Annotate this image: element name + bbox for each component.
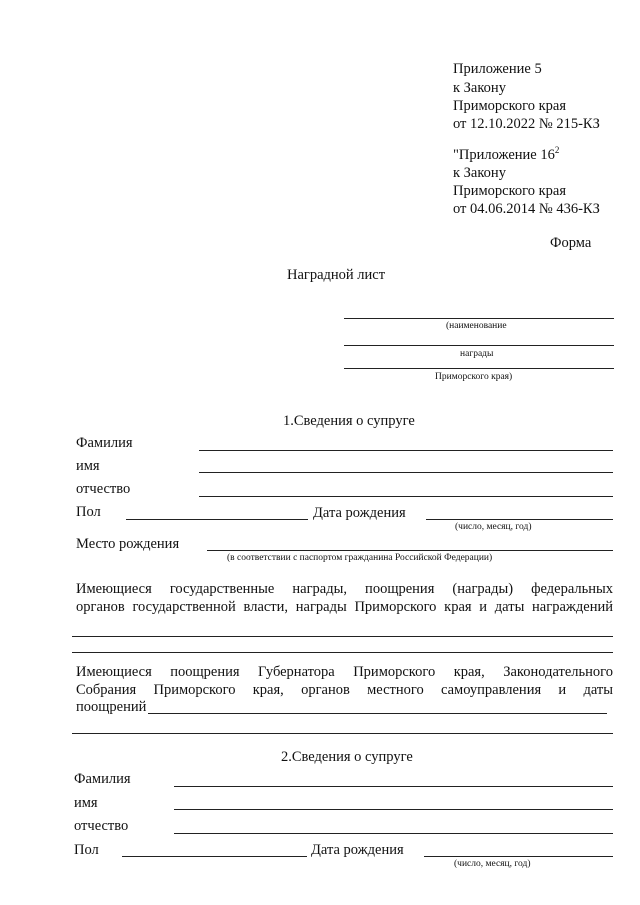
section1-birthplace-caption: (в соответствии с паспортом гражданина Российской Федерации)	[227, 553, 493, 563]
section1-incentives-field-1[interactable]	[148, 713, 607, 714]
appendix16-superscript: 2	[554, 145, 560, 155]
appendix16-line-2: к Закону	[453, 165, 506, 181]
section1-incentives-field-2[interactable]	[72, 733, 613, 734]
section1-awards-field-2[interactable]	[72, 652, 613, 653]
appendix16-line-4: от 04.06.2014 № 436-КЗ	[453, 201, 600, 217]
section1-birthdate-field[interactable]	[426, 519, 613, 520]
section2-birthdate-label: Дата рождения	[311, 842, 404, 858]
section2-surname-label: Фамилия	[74, 771, 131, 787]
section1-name-field[interactable]	[199, 472, 613, 473]
award-name-line-2[interactable]	[344, 345, 614, 346]
award-caption-3: Приморского края)	[435, 372, 513, 382]
section1-surname-label: Фамилия	[76, 435, 133, 451]
section2-patronymic-label: отчество	[74, 818, 129, 834]
section1-incentives-text-2: Собрания Приморского края, органов местного самоуправления и даты	[76, 682, 613, 698]
section1-heading: 1.Сведения о супруге	[283, 413, 415, 429]
section1-surname-field[interactable]	[199, 450, 613, 451]
award-name-line-3[interactable]	[344, 368, 614, 369]
section1-incentives-text-3: поощрений	[76, 699, 147, 715]
section2-sex-label: Пол	[74, 842, 99, 858]
award-caption-1: (наименование	[446, 321, 507, 331]
section1-awards-text-1: Имеющиеся государственные награды, поощрения (награды) федеральных	[76, 581, 613, 597]
section2-name-label: имя	[74, 795, 98, 811]
document-title: Наградной лист	[287, 267, 386, 283]
section1-birthdate-caption: (число, месяц, год)	[455, 522, 532, 532]
section2-sex-field[interactable]	[122, 856, 307, 857]
appendix-line-2: к Закону	[453, 80, 506, 96]
section2-birthdate-field[interactable]	[424, 856, 613, 857]
section2-birthdate-caption: (число, месяц, год)	[454, 859, 531, 869]
section2-patronymic-field[interactable]	[174, 833, 613, 834]
section2-name-field[interactable]	[174, 809, 613, 810]
section1-sex-label: Пол	[76, 504, 101, 520]
section1-name-label: имя	[76, 458, 100, 474]
award-caption-2: награды	[460, 349, 494, 359]
appendix-line-4: от 12.10.2022 № 215-КЗ	[453, 116, 600, 132]
section1-sex-field[interactable]	[126, 519, 308, 520]
section1-patronymic-field[interactable]	[199, 496, 613, 497]
section2-surname-field[interactable]	[174, 786, 613, 787]
section2-heading: 2.Сведения о супруге	[281, 749, 413, 765]
section1-awards-field-1[interactable]	[72, 636, 613, 637]
section1-birthplace-field[interactable]	[207, 550, 613, 551]
award-name-line-1[interactable]	[344, 318, 614, 319]
appendix-line-1: Приложение 5	[453, 61, 542, 77]
section1-birthplace-label: Место рождения	[76, 536, 180, 552]
section1-birthdate-label: Дата рождения	[313, 505, 406, 521]
section1-patronymic-label: отчество	[76, 481, 131, 497]
appendix16-line-3: Приморского края	[453, 183, 567, 199]
section1-awards-text-2: органов государственной власти, награды Приморского края и даты награждений	[76, 599, 613, 615]
appendix16-line-1: "Приложение $16^2$	[453, 145, 560, 163]
section1-incentives-text-1: Имеющиеся поощрения Губернатора Приморского края, Законодательного	[76, 664, 613, 680]
form-label: Форма	[550, 235, 592, 251]
appendix-line-3: Приморского края	[453, 98, 567, 114]
